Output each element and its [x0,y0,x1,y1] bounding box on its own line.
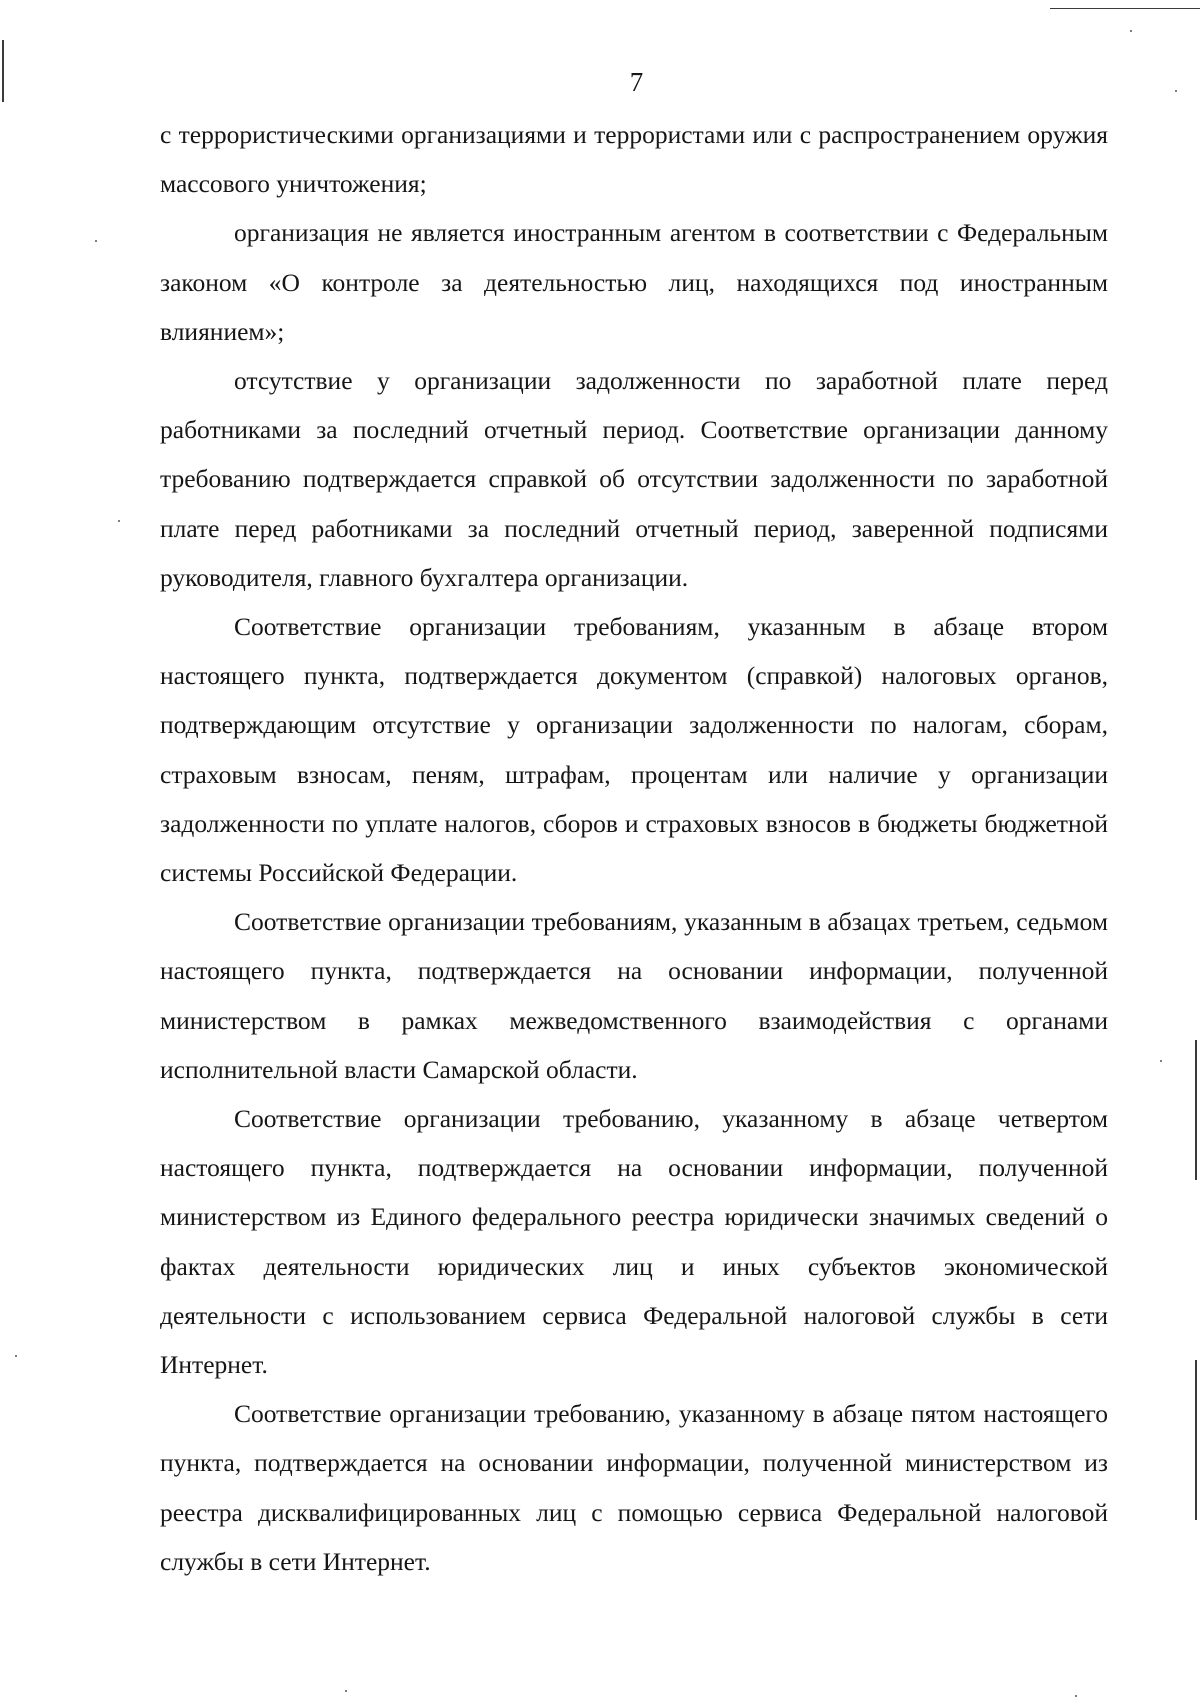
paragraph-fedresurs: Соответствие организации требованию, указанному в абзаце четвертом настоящего пункта, подтверждается на основании информации, полученной министерством из Единого федерального реестра юридически значимых сведений о фактах деятельности юридических лиц и иных субъектов экономической деятельности с использованием сервиса Федеральной налоговой службы в сети Интернет. [160,1104,1108,1380]
scan-edge-top [1050,8,1200,9]
scan-speck [95,240,97,242]
paragraph-tax-certificate: Соответствие организации требованиям, указанным в абзаце втором настоящего пункта, подтверждается документом (справкой) налоговых органов, подтверждающим отсутствие у организации задолженности по налогам, сборам, страховым взносам, пеням, штрафам, процентам или наличие у организации задолженности по уплате налогов, сборов и страховых взносов в бюджеты бюджетной системы Российской Федерации. [160,612,1108,888]
scan-speck [345,1690,347,1692]
scan-speck [1075,1695,1077,1697]
scan-speck [1130,30,1132,32]
scan-speck [1160,1060,1162,1062]
document-body [160,110,1108,1586]
scan-edge-right [1195,1040,1197,1180]
page-number: 7 [629,67,644,97]
paragraph-foreign-agent: организация не является иностранным агентом в соответствии с Федеральным законом «О контроле за деятельностью лиц, находящихся под иностранным влиянием»; [160,218,1108,346]
paragraph-interagency: Соответствие организации требованиям, указанным в абзацах третьем, седьмом настоящего пункта, подтверждается на основании информации, полученной министерством в рамках межведомственного взаимодействия с органами исполнительной власти Самарской области. [160,907,1108,1084]
paragraph-disqualified-registry: Соответствие организации требованию, указанному в абзаце пятом настоящего пункта, подтверждается на основании информации, полученной министерством из реестра дисквалифицированных лиц с помощью сервиса Федеральной налоговой службы в сети Интернет. [160,1399,1108,1576]
scan-speck [15,1355,17,1357]
paragraph-continuation: с террористическими организациями и террористами или с распространением оружия массового уничтожения; [160,120,1108,199]
scan-speck [118,520,120,522]
paragraph-wage-debt: отсутствие у организации задолженности по заработной плате перед работниками за последний отчетный период. Соответствие организации данному требованию подтверждается справкой об отсутствии задолженности по заработной плате перед работниками за последний отчетный период, заверенной подписями руководителя, главного бухгалтера организации. [160,366,1108,592]
scan-edge-right-lower [1195,1360,1197,1520]
